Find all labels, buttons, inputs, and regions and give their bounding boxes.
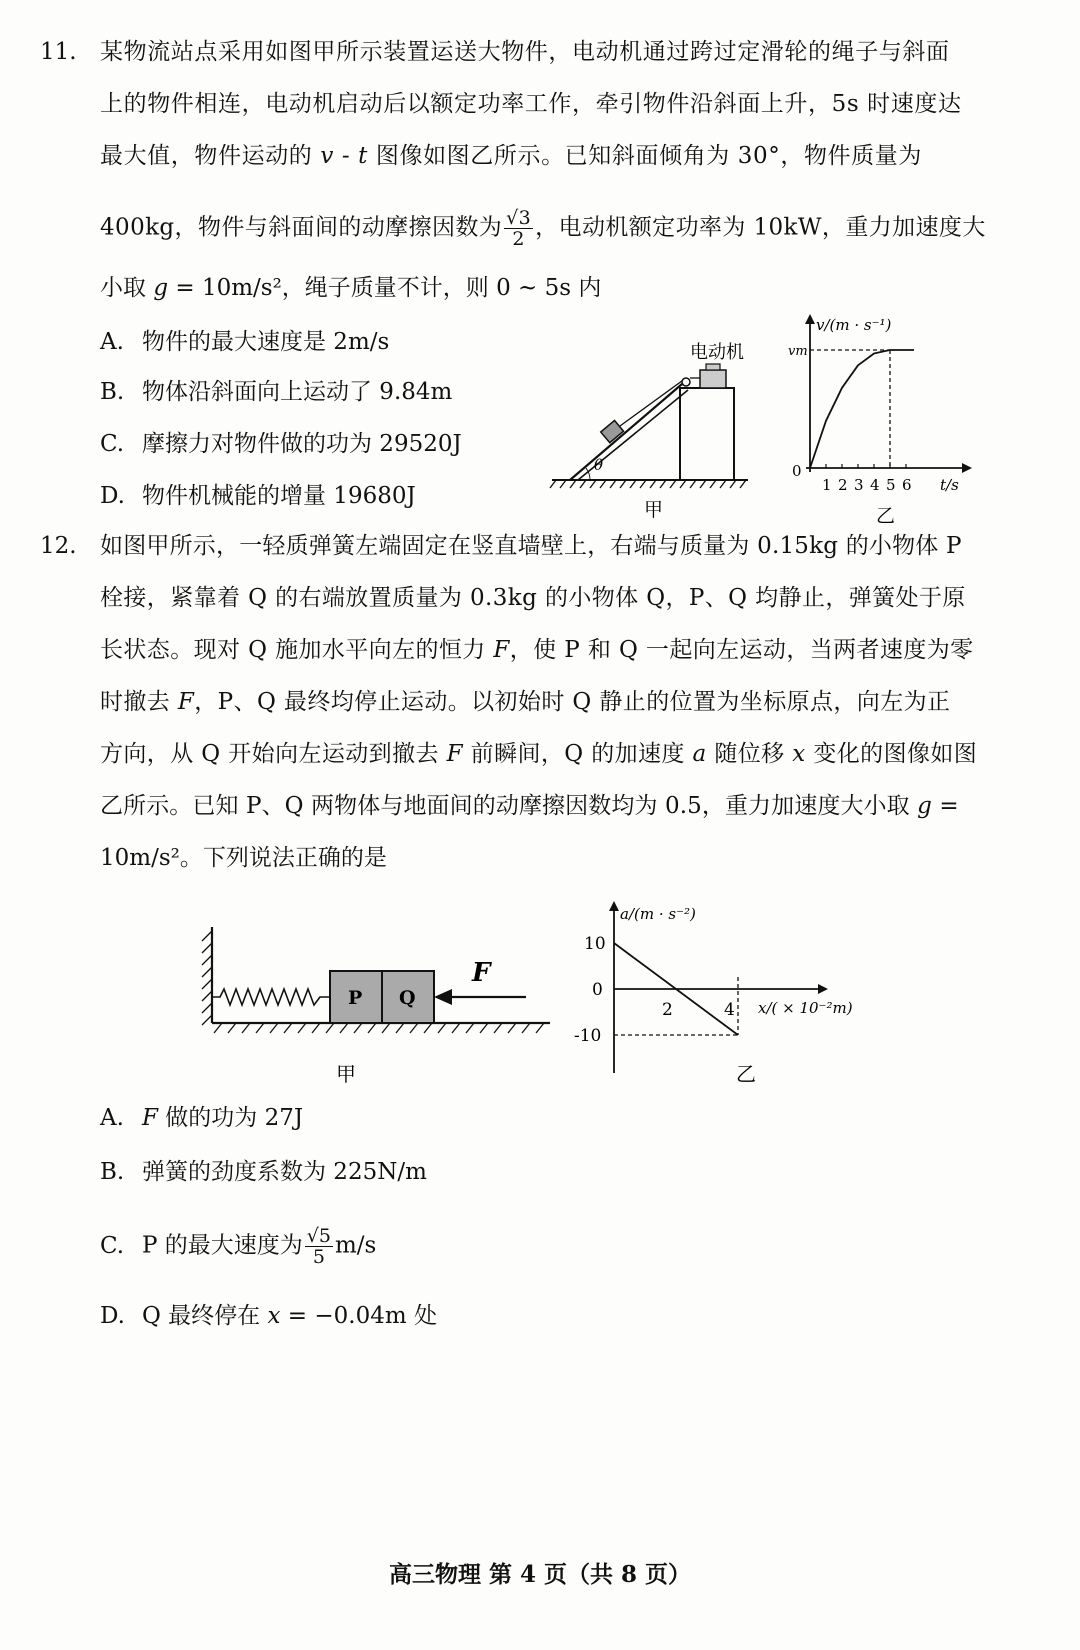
q12-line-5d: 变化的图像如图 bbox=[805, 741, 978, 767]
q12-option-d bbox=[100, 1300, 437, 1332]
x-tick-label-2: 2 bbox=[662, 1000, 673, 1020]
q12-var-x: x bbox=[792, 741, 806, 767]
q12-block-p-label: P bbox=[348, 987, 363, 1009]
q11-line-5 bbox=[100, 272, 601, 304]
q12-line-4 bbox=[100, 686, 950, 718]
q11-option-a-text: 物件的最大速度是 2m/s bbox=[142, 329, 390, 355]
q11-var-vt: v - t bbox=[320, 143, 368, 169]
q12-line-5b: 前瞬间，Q 的加速度 bbox=[462, 741, 693, 767]
q11-line-5b: = 10m/s²，绳子质量不计，则 0 ~ 5s 内 bbox=[168, 275, 602, 301]
q12-line-5c: 随位移 bbox=[706, 741, 793, 767]
q11-var-g: g bbox=[153, 275, 169, 301]
t-axis-label: t/s bbox=[940, 476, 959, 494]
q12-option-c-den: 5 bbox=[312, 1246, 325, 1268]
q12-option-d-pre: Q 最终停在 bbox=[142, 1303, 268, 1329]
q11-frac-num: √3 bbox=[506, 207, 532, 229]
q11-option-d-label: D. bbox=[100, 483, 125, 509]
q12-option-a-label: A. bbox=[100, 1105, 124, 1131]
q12-var-a: a bbox=[692, 741, 707, 767]
q12-line-7: 10m/s²。下列说法正确的是 bbox=[100, 845, 387, 871]
x-axis-arrow bbox=[818, 984, 828, 994]
t-tick-label-5: 5 bbox=[886, 476, 896, 494]
q12-option-d-var: x bbox=[267, 1303, 281, 1329]
fig-yi-caption: 乙 bbox=[876, 505, 896, 527]
q11-line-4b: ，电动机额定功率为 10kW，重力加速度大 bbox=[535, 214, 986, 241]
q12-option-c-fraction bbox=[305, 1226, 333, 1267]
q12-line-6 bbox=[100, 790, 959, 822]
q12-line-3 bbox=[100, 634, 974, 666]
t-tick-label-4: 4 bbox=[870, 476, 880, 494]
q11-figure-jia bbox=[548, 330, 758, 530]
vm-label: vm bbox=[788, 344, 808, 359]
q11-option-a-label: A. bbox=[100, 329, 124, 355]
q11-line-3a: 最大值，物件运动的 bbox=[100, 143, 321, 169]
question-11-number: 11. bbox=[40, 39, 77, 65]
q11-platform bbox=[680, 388, 734, 480]
q12-ax-chart bbox=[570, 895, 870, 1095]
q11-option-d bbox=[100, 480, 416, 512]
q12-var-f3: F bbox=[446, 741, 463, 767]
q12-line-1: 如图甲所示，一轻质弹簧左端固定在竖直墙壁上，右端与质量为 0.15kg 的小物体 P bbox=[100, 533, 962, 559]
page-footer: 高三物理 第 4 页（共 8 页） bbox=[388, 1561, 692, 1588]
q11-ground-hatch bbox=[550, 480, 746, 488]
x-axis-label: x/( × 10⁻²m) bbox=[758, 999, 853, 1017]
q12-line-5a: 方向，从 Q 开始向左运动到撤去 bbox=[100, 741, 447, 767]
q12-option-c-post: m/s bbox=[335, 1232, 377, 1259]
q11-option-d-text: 物件机械能的增量 19680J bbox=[142, 483, 416, 509]
q12-option-c-label: C. bbox=[100, 1232, 125, 1259]
t-tick-label-3: 3 bbox=[854, 476, 864, 494]
q11-motor-label: 电动机 bbox=[690, 342, 744, 363]
q11-option-c bbox=[100, 428, 462, 460]
a-axis-label: a/(m · s⁻²) bbox=[620, 905, 696, 923]
q12-line-3b: ，使 P 和 Q 一起向左运动，当两者速度为零 bbox=[509, 637, 974, 663]
q11-incline bbox=[570, 384, 682, 480]
q12-option-a-var: F bbox=[142, 1105, 158, 1131]
q11-line-5a: 小取 bbox=[100, 275, 154, 301]
q12-option-b bbox=[100, 1156, 427, 1188]
a-axis-arrow bbox=[609, 901, 619, 911]
q11-option-b-text: 物体沿斜面向上运动了 9.84m bbox=[142, 379, 453, 405]
q11-vt-chart bbox=[780, 310, 980, 530]
q12-block-q-label: Q bbox=[399, 987, 416, 1009]
q12-option-a bbox=[100, 1102, 303, 1134]
q12-line-2: 栓接，紧靠着 Q 的右端放置质量为 0.3kg 的小物体 Q，P、Q 均静止，弹簧处于原 bbox=[100, 585, 966, 611]
a-tick-label-1: 0 bbox=[592, 980, 603, 1000]
q12-option-c bbox=[100, 1226, 376, 1267]
q11-fig-jia-caption: 甲 bbox=[644, 499, 664, 521]
q11-option-b-label: B. bbox=[100, 379, 125, 405]
q12-var-f1: F bbox=[493, 637, 510, 663]
q12-line-6b: = bbox=[931, 793, 959, 819]
q11-friction-fraction bbox=[504, 208, 533, 249]
q12-line-5 bbox=[100, 738, 977, 770]
q11-line-3 bbox=[100, 140, 922, 172]
origin-label: 0 bbox=[792, 462, 802, 480]
q11-pulley bbox=[682, 378, 690, 386]
q11-option-b bbox=[100, 376, 452, 408]
q12-var-f2: F bbox=[177, 689, 195, 715]
t-tick-label-2: 2 bbox=[838, 476, 848, 494]
q11-option-c-text: 摩擦力对物件做的功为 29520J bbox=[142, 431, 462, 457]
q11-line-3b: 图像如图乙所示。已知斜面倾角为 30°，物件质量为 bbox=[367, 143, 922, 169]
q12-figure-jia bbox=[190, 915, 560, 1090]
q12-force-label: F bbox=[472, 958, 491, 988]
q12-line-4a: 时撤去 bbox=[100, 689, 178, 715]
q11-line-2: 上的物件相连，电动机启动后以额定功率工作，牵引物件沿斜面上升，5s 时速度达 bbox=[100, 91, 962, 117]
q11-frac-den: 2 bbox=[512, 228, 525, 250]
x-tick-label-4: 4 bbox=[724, 1000, 735, 1020]
q11-option-a bbox=[100, 326, 389, 358]
q12-var-g: g bbox=[917, 793, 932, 819]
q12-option-c-num: √5 bbox=[306, 1225, 331, 1247]
vt-curve bbox=[810, 350, 914, 468]
q12-line-3a: 长状态。现对 Q 施加水平向左的恒力 bbox=[100, 637, 494, 663]
q11-option-c-label: C. bbox=[100, 431, 125, 457]
t-axis-arrow bbox=[962, 463, 972, 473]
q11-line-1: 某物流站点采用如图甲所示装置运送大物件，电动机通过跨过定滑轮的绳子与斜面 bbox=[100, 39, 950, 65]
v-axis-label: v/(m · s⁻¹) bbox=[816, 316, 892, 334]
t-tick-label-6: 6 bbox=[902, 476, 912, 494]
question-12-number: 12. bbox=[40, 533, 77, 559]
q12-option-c-pre: P 的最大速度为 bbox=[142, 1232, 303, 1259]
q12-line-6a: 乙所示。已知 P、Q 两物体与地面间的动摩擦因数均为 0.5，重力加速度大小取 bbox=[100, 793, 918, 819]
q11-motor bbox=[700, 370, 726, 388]
a-tick-label-0: 10 bbox=[584, 934, 606, 954]
a-tick-label-2: -10 bbox=[574, 1026, 602, 1046]
q12-spring bbox=[212, 989, 330, 1005]
q12-option-b-text: 弹簧的劲度系数为 225N/m bbox=[142, 1159, 427, 1185]
q12-option-b-label: B. bbox=[100, 1159, 125, 1185]
q11-angle-label: θ bbox=[594, 456, 604, 474]
q11-line-4 bbox=[100, 208, 986, 249]
q12-option-d-post: = −0.04m 处 bbox=[280, 1303, 437, 1329]
q12-fig-jia-caption: 甲 bbox=[336, 1062, 356, 1086]
fig-yi-caption: 乙 bbox=[736, 1062, 756, 1086]
q12-option-d-label: D. bbox=[100, 1303, 125, 1329]
q12-line-4b: ，P、Q 最终均停止运动。以初始时 Q 静止的位置为坐标原点，向左为正 bbox=[194, 689, 951, 715]
v-axis-arrow bbox=[805, 314, 815, 324]
q11-block bbox=[601, 420, 624, 442]
t-tick-label-1: 1 bbox=[822, 476, 832, 494]
q12-option-a-text: 做的功为 27J bbox=[157, 1105, 304, 1131]
q11-line-4a: 400kg，物件与斜面间的动摩擦因数为 bbox=[100, 214, 503, 241]
